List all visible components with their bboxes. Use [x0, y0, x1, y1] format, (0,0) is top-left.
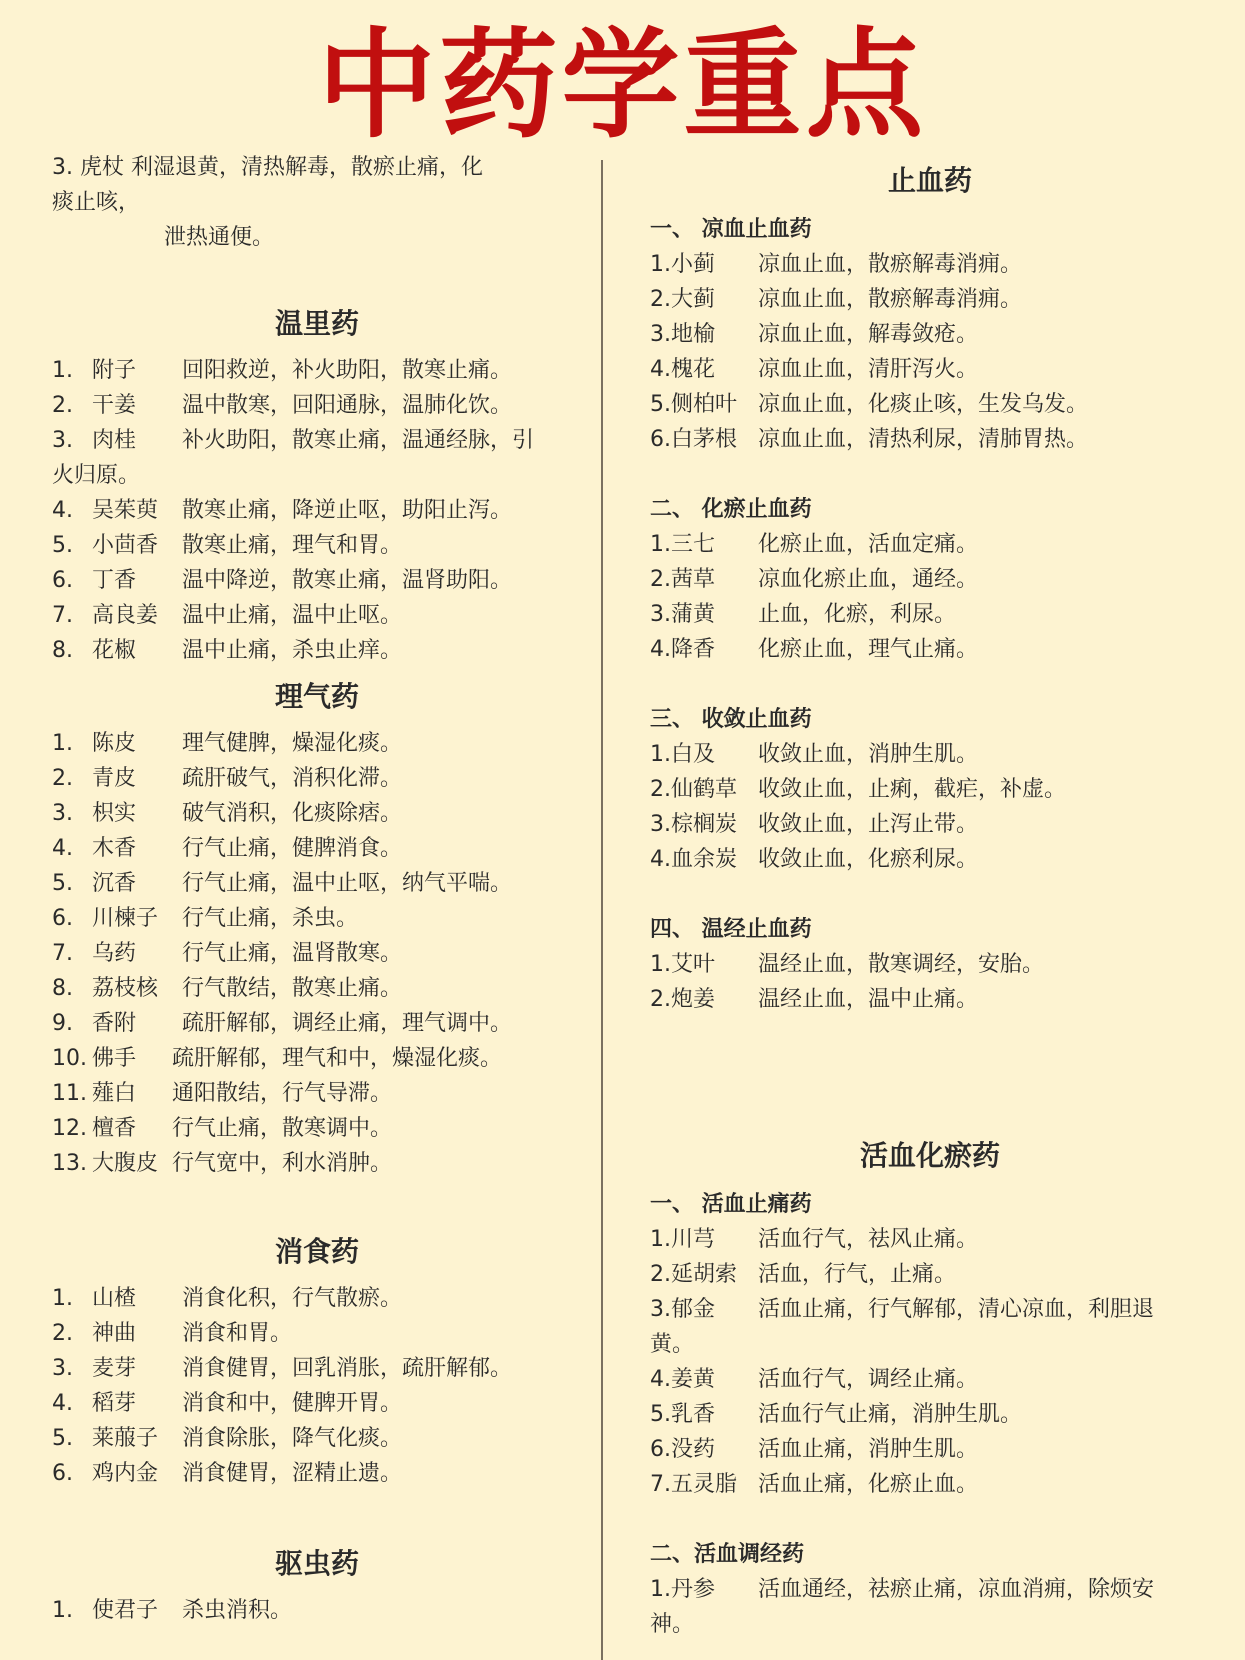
section-title-stop-blood: 止血药 [887, 164, 972, 197]
herb-effect: 收敛止血，化瘀利尿。 [758, 847, 979, 872]
list-item [52, 726, 582, 761]
list-item [650, 807, 1210, 842]
herb-effect: 回阳救逆，补火助阳，散寒止痛。 [182, 358, 513, 383]
herb-effect: 消食除胀，降气化痰。 [182, 1426, 403, 1451]
right-column [650, 160, 1210, 1642]
herb-effect: 行气止痛，健脾消食。 [182, 836, 403, 861]
herb-name: 枳实 [92, 801, 137, 826]
list-item [650, 422, 1210, 457]
group-title-3: 三、 收敛止血药 [650, 707, 812, 732]
list-item [52, 971, 582, 1006]
herb-name: 2.仙鹤草 [650, 777, 737, 802]
herb-name: 1.川芎 [650, 1227, 715, 1252]
list-item [650, 387, 1210, 422]
herb-effect: 活血行气，祛风止痛。 [758, 1227, 979, 1252]
item-number: 5. [52, 1426, 73, 1451]
herb-name: 5.侧柏叶 [650, 392, 737, 417]
digest-list [52, 1281, 582, 1491]
item-number: 8. [52, 976, 73, 1001]
item-number: 8. [52, 638, 73, 663]
herb-effect: 行气散结，散寒止痛。 [182, 976, 403, 1001]
list-item [650, 632, 1210, 667]
herb-name: 神曲 [92, 1321, 137, 1346]
herb-name: 1.丹参 [650, 1577, 715, 1602]
herb-name: 稻芽 [92, 1391, 137, 1416]
herb-effect: 化瘀止血，理气止痛。 [758, 637, 979, 662]
list-item [650, 247, 1210, 282]
herb-name: 山楂 [92, 1286, 137, 1311]
list-item [52, 388, 582, 423]
herb-name: 青皮 [92, 766, 137, 791]
herb-name: 小茴香 [92, 533, 159, 558]
section-title-digest: 消食药 [274, 1235, 359, 1268]
herb-effect: 行气止痛，散寒调中。 [172, 1116, 393, 1141]
item-number: 1. [52, 1598, 73, 1623]
herb-name: 檀香 [92, 1116, 137, 1141]
list-item [650, 597, 1210, 632]
list-item [52, 1111, 582, 1146]
list-item [52, 493, 582, 528]
item-number: 2. [52, 766, 73, 791]
item-number: 2. [52, 393, 73, 418]
section-title-worm: 驱虫药 [274, 1547, 359, 1580]
list-item [52, 936, 582, 971]
group-title-2: 二、 化瘀止血药 [650, 497, 812, 522]
list-item [650, 1257, 1210, 1292]
section-title-qi: 理气药 [274, 680, 359, 713]
intro-line-3: 泄热通便。 [164, 225, 275, 250]
herb-effect: 消食和胃。 [182, 1321, 293, 1346]
herb-name: 6.没药 [650, 1437, 715, 1462]
herb-name: 佛手 [92, 1046, 137, 1071]
herb-name: 4.姜黄 [650, 1367, 715, 1392]
herb-effect: 凉血止血，散瘀解毒消痈。 [758, 287, 1023, 312]
herb-effect: 温中降逆，散寒止痛，温肾助阳。 [182, 568, 513, 593]
herb-name: 荔枝核 [92, 976, 159, 1001]
item-number: 13. [52, 1151, 87, 1176]
herb-name: 干姜 [92, 393, 137, 418]
herb-effect: 温中止痛，温中止呕。 [182, 603, 403, 628]
item-number: 3. [52, 801, 73, 826]
left-column [52, 150, 582, 1628]
worm-list [52, 1593, 582, 1628]
section-title-blood: 活血化瘀药 [859, 1139, 1000, 1172]
herb-effect: 消食化积，行气散瘀。 [182, 1286, 403, 1311]
list-item [52, 866, 582, 901]
list-item [52, 633, 582, 668]
intro-line-2: 痰止咳， [52, 190, 141, 215]
herb-effect: 补火助阳，散寒止痛，温通经脉，引 [182, 428, 535, 453]
list-item [52, 901, 582, 936]
herb-effect: 行气止痛，杀虫。 [182, 906, 359, 931]
list-item [650, 317, 1210, 352]
list-item [650, 1292, 1210, 1327]
list-item [52, 1041, 582, 1076]
herb-effect: 行气止痛，温中止呕，纳气平喘。 [182, 871, 513, 896]
herb-effect: 消食健胃，回乳消胀，疏肝解郁。 [182, 1356, 513, 1381]
list-item [52, 1146, 582, 1181]
herb-name: 薤白 [92, 1081, 137, 1106]
herb-effect: 化瘀止血，活血定痛。 [758, 532, 979, 557]
herb-effect: 温中散寒，回阳通脉，温肺化饮。 [182, 393, 513, 418]
herb-effect: 破气消积，化痰除痞。 [182, 801, 403, 826]
list-item [650, 1397, 1210, 1432]
herb-name: 2.茜草 [650, 567, 715, 592]
blood-group-2-list [650, 1572, 1210, 1642]
item-number: 5. [52, 871, 73, 896]
herb-effect: 疏肝解郁，调经止痛，理气调中。 [182, 1011, 513, 1036]
herb-effect: 活血止痛，行气解郁，清心凉血，利胆退 [758, 1297, 1155, 1322]
list-item [52, 458, 582, 493]
herb-effect: 凉血化瘀止血，通经。 [758, 567, 979, 592]
list-item [52, 831, 582, 866]
herb-effect: 凉血止血，解毒敛疮。 [758, 322, 979, 347]
item-number: 5. [52, 533, 73, 558]
item-number: 11. [52, 1081, 87, 1106]
herb-name: 6.白茅根 [650, 427, 737, 452]
list-item [650, 282, 1210, 317]
section-title-warm: 温里药 [274, 307, 359, 340]
item-number: 12. [52, 1116, 87, 1141]
herb-name: 花椒 [92, 638, 137, 663]
blood-group-1-list [650, 1222, 1210, 1502]
item-number: 7. [52, 941, 73, 966]
herb-effect: 火归原。 [52, 463, 141, 488]
herb-effect: 收敛止血，消肿生肌。 [758, 742, 979, 767]
item-number: 2. [52, 1321, 73, 1346]
herb-name: 3.棕榈炭 [650, 812, 737, 837]
herb-effect: 理气健脾，燥湿化痰。 [182, 731, 403, 756]
herb-effect: 凉血止血，散瘀解毒消痈。 [758, 252, 1023, 277]
item-number: 6. [52, 1461, 73, 1486]
herb-name: 3.蒲黄 [650, 602, 715, 627]
herb-name: 1.小蓟 [650, 252, 715, 277]
herb-effect: 消食健胃，涩精止遗。 [182, 1461, 403, 1486]
herb-effect: 行气宽中，利水消肿。 [172, 1151, 393, 1176]
herb-name: 2.大蓟 [650, 287, 715, 312]
herb-name: 陈皮 [92, 731, 137, 756]
list-item [650, 947, 1210, 982]
herb-name: 鸡内金 [92, 1461, 159, 1486]
herb-name: 香附 [92, 1011, 137, 1036]
list-item [650, 1432, 1210, 1467]
herb-effect: 凉血止血，清热利尿，清肺胃热。 [758, 427, 1089, 452]
blood-group-title-1: 一、 活血止痛药 [650, 1192, 812, 1217]
list-item [650, 1607, 1210, 1642]
herb-name: 乌药 [92, 941, 137, 966]
item-number: 6. [52, 568, 73, 593]
herb-name: 1.三七 [650, 532, 715, 557]
herb-name: 肉桂 [92, 428, 137, 453]
list-item [650, 842, 1210, 877]
herb-effect: 收敛止血，止痢，截疟，补虚。 [758, 777, 1067, 802]
herb-effect: 活血止痛，消肿生肌。 [758, 1437, 979, 1462]
herb-name: 麦芽 [92, 1356, 137, 1381]
herb-name: 5.乳香 [650, 1402, 715, 1427]
herb-effect: 温中止痛，杀虫止痒。 [182, 638, 403, 663]
herb-effect: 疏肝破气，消积化滞。 [182, 766, 403, 791]
herb-effect: 凉血止血，清肝泻火。 [758, 357, 979, 382]
list-item [52, 1386, 582, 1421]
item-number: 3. [52, 1356, 73, 1381]
herb-effect: 行气止痛，温肾散寒。 [182, 941, 403, 966]
herb-effect: 活血，行气，止痛。 [758, 1262, 957, 1287]
herb-name: 木香 [92, 836, 137, 861]
intro-line-1: 3. 虎杖 利湿退黄，清热解毒，散瘀止痛，化 [52, 155, 483, 180]
item-number: 4. [52, 836, 73, 861]
herb-name: 4.降香 [650, 637, 715, 662]
list-item [650, 1327, 1210, 1362]
item-number: 1. [52, 358, 73, 383]
list-item [52, 1421, 582, 1456]
group-3-list [650, 737, 1210, 877]
item-number: 1. [52, 731, 73, 756]
herb-effect: 活血行气，调经止痛。 [758, 1367, 979, 1392]
herb-effect: 温经止血，散寒调经，安胎。 [758, 952, 1045, 977]
group-2-list [650, 527, 1210, 667]
herb-name: 1.白及 [650, 742, 715, 767]
herb-name: 使君子 [92, 1598, 159, 1623]
blood-group-title-2: 二、活血调经药 [650, 1542, 805, 1567]
list-item [52, 528, 582, 563]
group-title-1: 一、 凉血止血药 [650, 217, 812, 242]
list-item [52, 353, 582, 388]
list-item [52, 1281, 582, 1316]
list-item [650, 737, 1210, 772]
herb-effect: 杀虫消积。 [182, 1598, 293, 1623]
herb-effect: 活血通经，祛瘀止痛，凉血消痈，除烦安 [758, 1577, 1155, 1602]
herb-effect: 活血止痛，化瘀止血。 [758, 1472, 979, 1497]
herb-effect: 凉血止血，化痰止咳，生发乌发。 [758, 392, 1089, 417]
herb-name: 吴茱萸 [92, 498, 159, 523]
list-item [52, 1316, 582, 1351]
herb-name: 川楝子 [92, 906, 159, 931]
item-number: 7. [52, 603, 73, 628]
list-item [650, 1362, 1210, 1397]
list-item [52, 1076, 582, 1111]
herb-name: 4.血余炭 [650, 847, 737, 872]
herb-name: 3.郁金 [650, 1297, 715, 1322]
herb-name: 沉香 [92, 871, 137, 896]
herb-name: 2.延胡索 [650, 1262, 737, 1287]
warm-list [52, 353, 582, 668]
item-number: 3. [52, 428, 73, 453]
list-item [52, 423, 582, 458]
column-divider [601, 160, 603, 1660]
item-number: 1. [52, 1286, 73, 1311]
herb-effect: 止血，化瘀，利尿。 [758, 602, 957, 627]
herb-name: 大腹皮 [92, 1151, 159, 1176]
herb-name: 7.五灵脂 [650, 1472, 737, 1497]
item-number: 4. [52, 498, 73, 523]
item-number: 9. [52, 1011, 73, 1036]
item-number: 6. [52, 906, 73, 931]
item-number: 4. [52, 1391, 73, 1416]
list-item [650, 562, 1210, 597]
list-item [650, 352, 1210, 387]
herb-name: 3.地榆 [650, 322, 715, 347]
list-item [650, 982, 1210, 1017]
herb-effect: 疏肝解郁，理气和中，燥湿化痰。 [172, 1046, 503, 1071]
list-item [650, 1222, 1210, 1257]
herb-effect: 通阳散结，行气导滞。 [172, 1081, 393, 1106]
herb-name: 2.炮姜 [650, 987, 715, 1012]
qi-list [52, 726, 582, 1181]
list-item [650, 527, 1210, 562]
herb-effect: 温经止血，温中止痛。 [758, 987, 979, 1012]
list-item [650, 772, 1210, 807]
item-number: 10. [52, 1046, 87, 1071]
group-4-list [650, 947, 1210, 1017]
page-title: 中药学重点 [317, 16, 928, 154]
group-title-4: 四、 温经止血药 [650, 917, 812, 942]
list-item [650, 1572, 1210, 1607]
herb-effect: 活血行气止痛，消肿生肌。 [758, 1402, 1023, 1427]
list-item [52, 598, 582, 633]
herb-name: 4.槐花 [650, 357, 715, 382]
herb-name: 莱菔子 [92, 1426, 159, 1451]
herb-name: 高良姜 [92, 603, 159, 628]
herb-effect: 神。 [650, 1612, 695, 1637]
herb-effect: 散寒止痛，理气和胃。 [182, 533, 403, 558]
herb-name: 丁香 [92, 568, 137, 593]
list-item [52, 761, 582, 796]
herb-effect: 散寒止痛，降逆止呕，助阳止泻。 [182, 498, 513, 523]
list-item [52, 1593, 582, 1628]
list-item [52, 1456, 582, 1491]
list-item [52, 563, 582, 598]
list-item [52, 1006, 582, 1041]
herb-name: 1.艾叶 [650, 952, 715, 977]
herb-effect: 收敛止血，止泻止带。 [758, 812, 979, 837]
herb-effect: 黄。 [650, 1332, 695, 1357]
herb-effect: 消食和中，健脾开胃。 [182, 1391, 403, 1416]
group-1-list [650, 247, 1210, 457]
list-item [52, 1351, 582, 1386]
herb-name: 附子 [92, 358, 137, 383]
list-item [650, 1467, 1210, 1502]
list-item [52, 796, 582, 831]
